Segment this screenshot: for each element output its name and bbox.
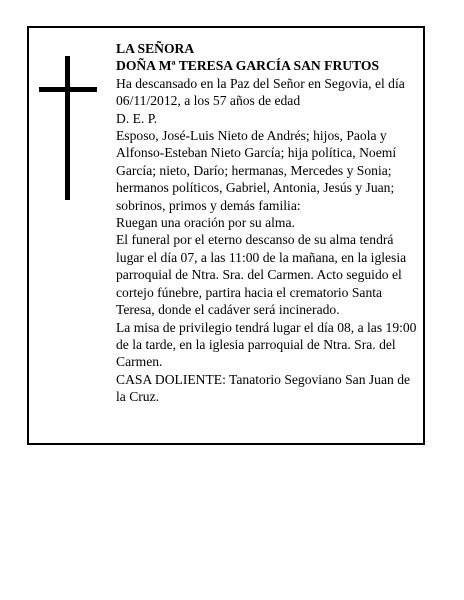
funeral-details: El funeral por el eterno descanso de su alma tendrá lugar el día 07, a las 11:00 de la mañana, en la iglesia parroquial de Ntra. Sra. del Carmen. Acto seguido el cortejo fúnebre, partira hacia el crematorio Santa Teresa, donde el cadáver será incinerado. [116, 232, 407, 318]
death-announcement: Ha descansado en la Paz del Señor en Segovia, el día 06/11/2012, a los 57 años de edad [116, 75, 405, 109]
family-list: Esposo, José-Luis Nieto de Andrés; hijos, Paola y Alfonso-Esteban Nieto García; hija política, Noemí García; nieto, Darío; hermanas, Mercedes y Sonia; hermanos políticos, Gabriel, Antonia, Jesús y Juan; sobrinos, primos y demás familia: [116, 128, 397, 213]
obituary-notice [27, 26, 425, 445]
cross-horizontal-bar [39, 87, 97, 92]
prayer-request: Ruegan una oración por su alma. [116, 215, 295, 231]
cross-vertical-bar [65, 56, 70, 200]
mass-details: La misa de privilegio tendrá lugar el día 08, a las 19:00 de la tarde, en la iglesia parroquial de Ntra. Sra. del Carmen. [116, 319, 417, 370]
notice-heading: LA SEÑORA [116, 41, 195, 56]
cross-icon [39, 56, 97, 200]
funeral-home: CASA DOLIENTE: Tanatorio Segoviano San Juan de la Cruz. [116, 371, 411, 405]
rip-line: D. E. P. [116, 110, 158, 126]
notice-text [116, 40, 418, 406]
deceased-name: DOÑA Mª TERESA GARCÍA SAN FRUTOS [116, 58, 380, 74]
